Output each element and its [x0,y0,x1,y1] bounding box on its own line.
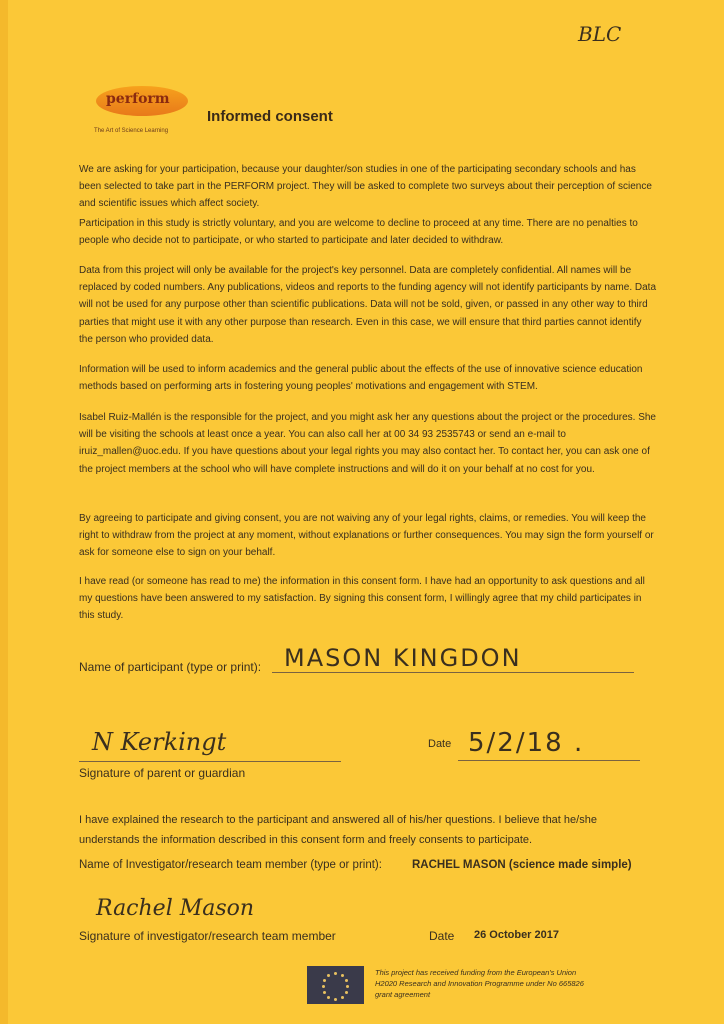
paragraph-voluntary: Participation in this study is strictly voluntary, and you are welcome to decline to proceed at any time. There are no penalties to people who decide not to participate, or who started to participate and later decided to withdraw. [79,218,638,247]
investigator-name-label: Name of Investigator/research team member (type or print): [79,859,382,871]
participant-name-line [272,672,634,673]
guardian-signature-line [79,761,341,762]
paragraph-legal-rights: By agreeing to participate and giving consent, you are not waiving any of your legal rights, claims, or remedies. You will keep the right to withdraw from the project at any moment, without explanations or further consequences. You may sign the form yourself or ask for someone else to sign on your behalf. [79,513,654,559]
perform-logo [92,80,202,140]
eu-flag-icon [307,966,364,1004]
guardian-date-value: 5/2/18 . [468,728,585,758]
investigator-date-label: Date [429,929,455,943]
paragraph-information-use: Information will be used to inform academics and the general public about the effects of the use of innovative science education methods based on performing arts in fostering young peoples' motivations and engagement with STEM. [79,364,643,393]
participant-name-label: Name of participant (type or print): [79,660,262,674]
paragraph-data-confidentiality: Data from this project will only be available for the project's key personnel. Data are completely confidential. All names will be replaced by coded numbers. Any publications, videos and reports to the funding agency will not identify participants by name. Data will not be used for any purpose other than scientific publications. Data will not be sold, given, or passed in any other way to third parties that might use it with any other purpose than research. Even in this case, we will ensure that third parties cannot identify the person who provided data. [79,265,657,345]
investigator-signature: Rachel Mason [96,896,255,921]
guardian-signature-caption: Signature of parent or guardian [79,766,246,780]
page-title: Informed consent [207,108,333,125]
investigator-statement: I have explained the research to the participant and answered all of his/her questions. I believe that he/she understands the information described in this consent form and freely consents to participate. [79,814,597,846]
investigator-name-value: RACHEL MASON (science made simple) [412,859,632,871]
paragraph-participation-reason: We are asking for your participation, because your daughter/son studies in one of the participating secondary schools and has been selected to take part in the PERFORM project. They will be asked to complete two surveys about their perception of science and scientific issues which affect society. [79,164,652,210]
guardian-date-label: Date [428,738,452,750]
investigator-signature-caption: Signature of investigator/research team member [79,929,336,943]
paragraph-agreement: I have read (or someone has read to me) the information in this consent form. I have had an opportunity to ask questions and all my questions have been answered to my satisfaction. By signing this consent form, I willingly agree that my child participates in this study. [79,576,645,622]
paper-edge [0,0,8,1024]
funding-note: This project has received funding from the European's Union H2020 Research and Innovation Programme under No 665826 grant agreement [375,968,584,999]
paragraph-contact: Isabel Ruiz-Mallén is the responsible for the project, and you might ask her any questions about the project or the procedures. She will be visiting the schools at least once a year. You can also call her at 00 34 93 2535743 or send an e-mail to iruiz_mallen@uoc.edu. If you have questions about your legal rights you may also contact her. To contact her, you can ask one of the project members at the school who will have complete instructions and will do it on your behalf at no cost for you. [79,412,656,475]
investigator-date-value: 26 October 2017 [474,929,559,941]
guardian-date-line [458,760,640,761]
logo-tagline: The Art of Science Learning [94,128,169,134]
corner-handwritten-mark: BLC [578,22,622,46]
guardian-signature: N Kerkingt [92,728,227,756]
participant-name-value: MASON KINGDON [284,644,522,672]
logo-wordmark: perform [106,91,170,107]
